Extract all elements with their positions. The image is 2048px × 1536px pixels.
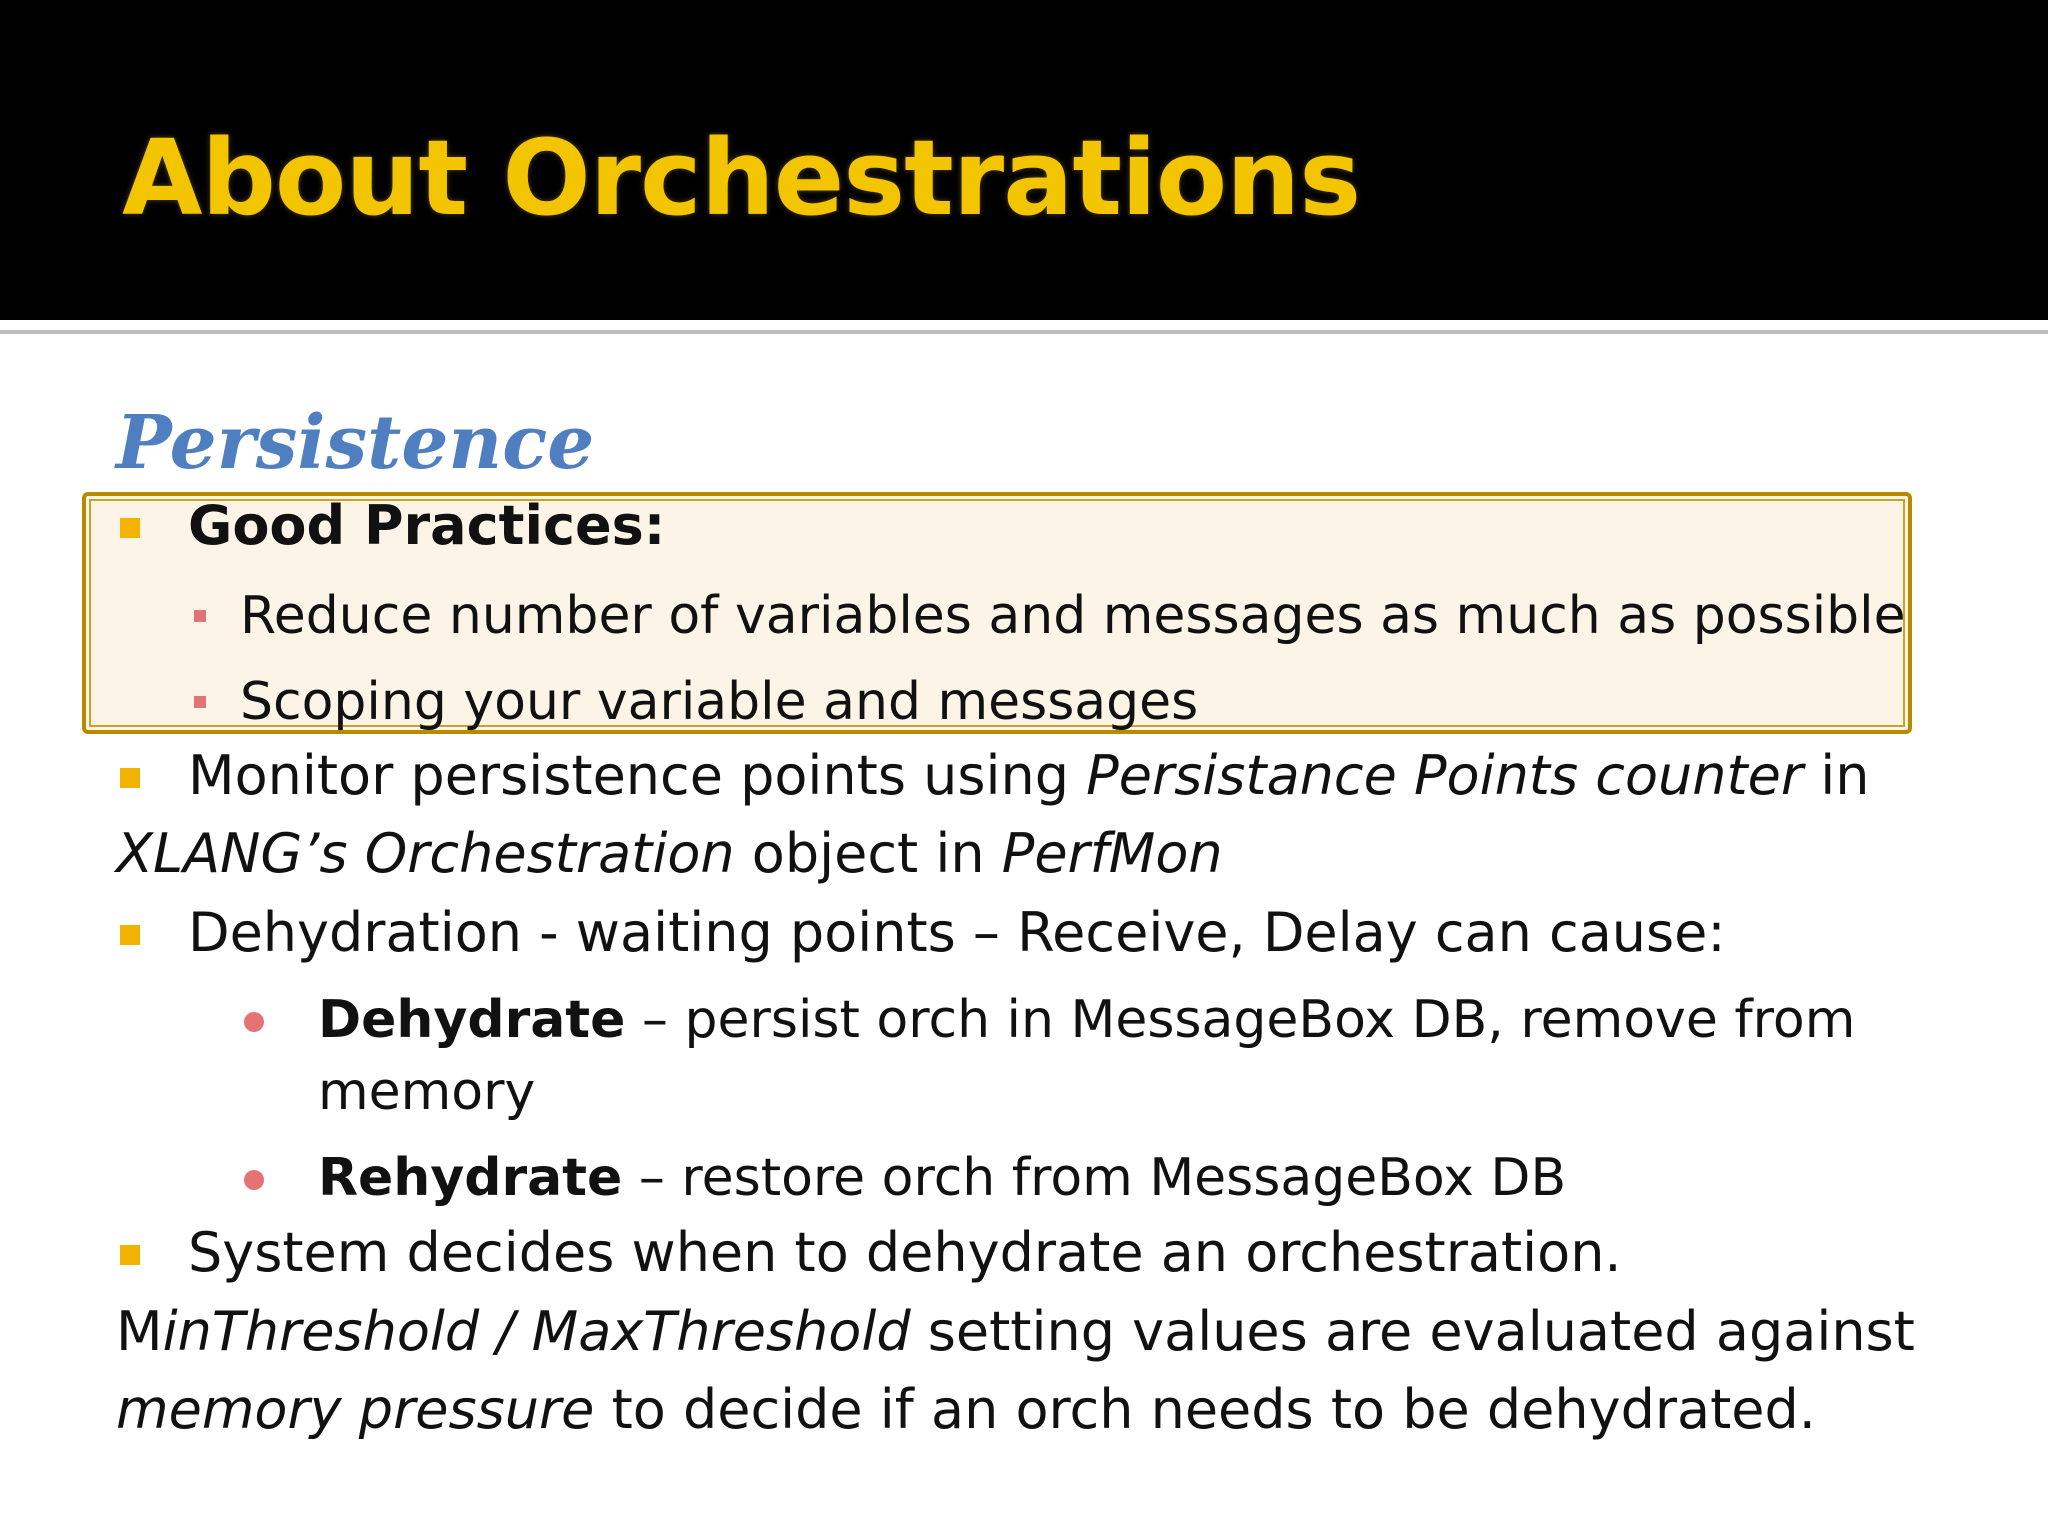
square-bullet-icon	[120, 925, 140, 945]
square-bullet-icon	[120, 1245, 140, 1265]
system-thresholds: inThreshold / MaxThreshold	[162, 1300, 911, 1363]
monitor-perfmon: PerfMon	[1001, 822, 1223, 885]
monitor-text: Monitor persistence points using	[188, 744, 1087, 807]
dehydrate-line	[318, 984, 1855, 1056]
system-line-3	[116, 1374, 1816, 1446]
monitor-line-1	[188, 740, 1869, 812]
monitor-object: XLANG’s Orchestration	[116, 822, 735, 885]
monitor-counter: Persistance Points counter	[1086, 744, 1804, 807]
good-practices-heading: Good Practices:	[188, 494, 666, 557]
good-practice-item-2: Scoping your variable and messages	[240, 672, 1199, 732]
system-line-3-rest: to decide if an orch needs to be dehydrated.	[594, 1378, 1816, 1441]
monitor-in: in	[1803, 744, 1870, 807]
system-memory-pressure: memory pressure	[116, 1378, 595, 1441]
square-sub-bullet-icon	[194, 610, 206, 622]
good-practice-item-1: Reduce number of variables and messages as much as possible	[240, 586, 1906, 646]
dehydrate-desc: – persist orch in MessageBox DB, remove from	[625, 990, 1856, 1050]
rehydrate-desc: – restore orch from MessageBox DB	[622, 1148, 1567, 1208]
monitor-line-2	[116, 818, 1223, 890]
rehydrate-term: Rehydrate	[318, 1148, 623, 1208]
round-bullet-icon	[244, 1170, 264, 1190]
monitor-object-in: object in	[734, 822, 1002, 885]
system-m: M	[116, 1300, 163, 1363]
round-bullet-icon	[244, 1012, 264, 1032]
system-line-1: System decides when to dehydrate an orchestration.	[188, 1221, 1622, 1284]
slide-title: About Orchestrations	[122, 117, 1361, 239]
dehydrate-line-2: memory	[318, 1062, 536, 1122]
dehydrate-term: Dehydrate	[318, 990, 626, 1050]
system-line-2	[116, 1296, 1915, 1368]
system-line-2-rest: setting values are evaluated against	[910, 1300, 1915, 1363]
dehydration-intro: Dehydration - waiting points – Receive, Delay can cause:	[188, 901, 1726, 964]
square-bullet-icon	[120, 518, 140, 538]
rehydrate-line	[318, 1142, 1566, 1214]
square-sub-bullet-icon	[194, 696, 206, 708]
square-bullet-icon	[120, 768, 140, 788]
section-title: Persistence	[116, 400, 595, 486]
